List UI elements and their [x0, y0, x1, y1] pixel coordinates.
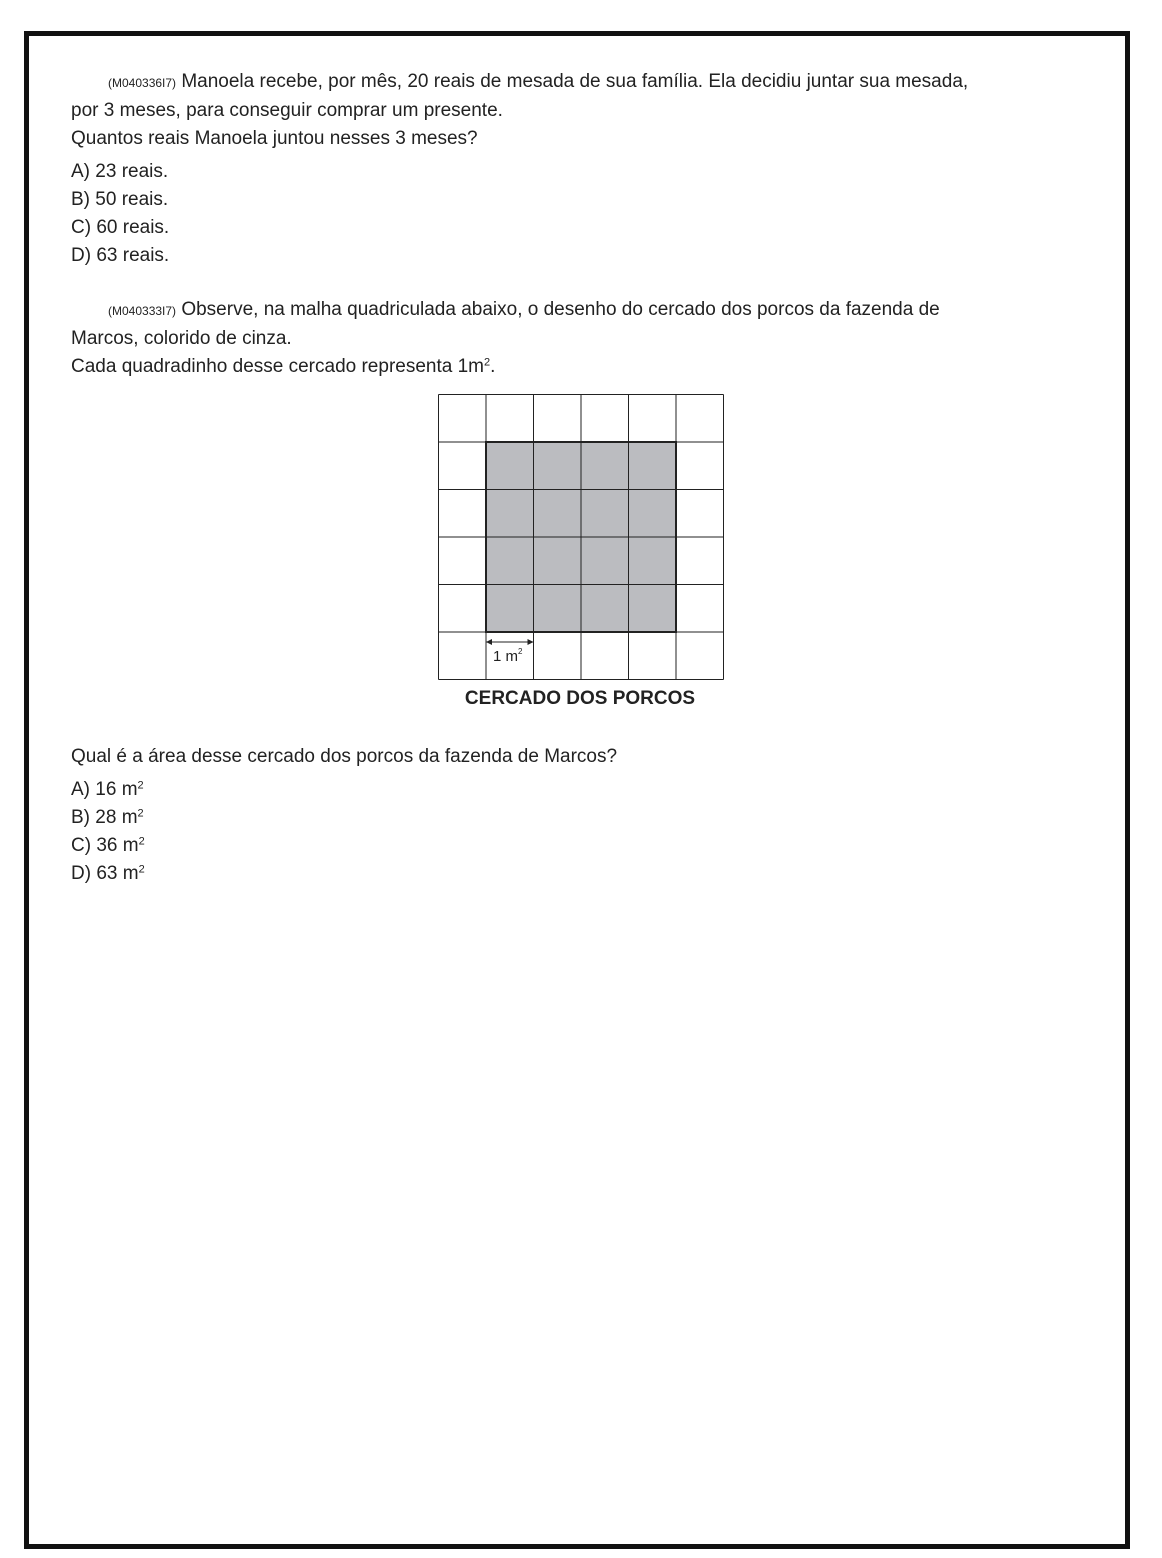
question-1-option-d[interactable]: D) 63 reais. — [71, 245, 170, 266]
option-a-text: A) 16 m — [71, 779, 138, 800]
shaded-cell — [629, 537, 677, 585]
question-2-question: Qual é a área desse cercado dos porcos da fazenda de Marcos? — [71, 746, 618, 767]
question-2-intro — [71, 296, 1101, 325]
shaded-cell — [486, 585, 534, 633]
scale-arrow-left — [486, 639, 492, 645]
scale-label-text: 1 m — [493, 648, 519, 665]
shaded-cell — [629, 585, 677, 633]
shaded-cell — [534, 537, 582, 585]
grid-lines-group — [439, 395, 724, 680]
option-c-text: C) 36 m — [71, 835, 139, 856]
option-d-sup: 2 — [138, 863, 145, 876]
question-1-option-a[interactable]: A) 23 reais. — [71, 161, 169, 182]
scale-label — [493, 647, 523, 665]
question-2-option-b[interactable] — [71, 804, 145, 832]
question-2-text-line2: Marcos, colorido de cinza. — [71, 328, 292, 349]
question-2 — [71, 296, 1101, 381]
shaded-cell — [486, 537, 534, 585]
option-b-sup: 2 — [137, 807, 144, 820]
question-2-options — [71, 776, 145, 888]
question-2-unit-text — [71, 353, 1101, 381]
shaded-cell — [486, 490, 534, 538]
shaded-cell — [629, 442, 677, 490]
question-2-text-line1: Observe, na malha quadriculada abaixo, o desenho do cercado dos porcos da fazenda de — [181, 299, 940, 320]
question-1-option-b[interactable]: B) 50 reais. — [71, 189, 169, 210]
unit-sup: 2 — [484, 356, 491, 369]
shaded-cell — [534, 585, 582, 633]
scale-arrow-right — [528, 639, 534, 645]
pig-pen-figure — [438, 394, 726, 687]
scale-label-sup: 2 — [518, 647, 523, 656]
shaded-cell — [581, 585, 629, 633]
shaded-cell — [629, 490, 677, 538]
option-a-sup: 2 — [137, 779, 144, 792]
shaded-cell — [581, 490, 629, 538]
question-2-option-a[interactable] — [71, 776, 145, 804]
question-2-option-c[interactable] — [71, 832, 145, 860]
question-1-question: Quantos reais Manoela juntou nesses 3 meses? — [71, 128, 478, 149]
question-1-option-c[interactable]: C) 60 reais. — [71, 217, 170, 238]
grid-diagram — [438, 394, 726, 682]
scale-group — [486, 639, 534, 665]
question-1-code: (M040336I7) — [108, 76, 177, 90]
shaded-cell — [581, 537, 629, 585]
question-2-option-d[interactable] — [71, 860, 145, 888]
question-1 — [71, 68, 1101, 270]
option-c-sup: 2 — [138, 835, 145, 848]
option-b-text: B) 28 m — [71, 807, 138, 828]
unit-end: . — [490, 356, 496, 377]
shaded-cell — [486, 442, 534, 490]
question-1-intro — [71, 68, 1101, 97]
option-d-text: D) 63 m — [71, 863, 139, 884]
shaded-cell — [534, 490, 582, 538]
shaded-cell — [534, 442, 582, 490]
shaded-cell — [581, 442, 629, 490]
question-1-text-line1: Manoela recebe, por mês, 20 reais de mesada de sua família. Ela decidiu juntar sua mesada, — [181, 71, 969, 92]
question-2-code: (M040333I7) — [108, 304, 177, 318]
figure-caption: CERCADO DOS PORCOS — [464, 688, 696, 709]
question-1-text-line2: por 3 meses, para conseguir comprar um presente. — [71, 100, 503, 121]
unit-text: Cada quadradinho desse cercado representa 1m — [71, 356, 484, 377]
question-1-options — [71, 158, 1101, 270]
